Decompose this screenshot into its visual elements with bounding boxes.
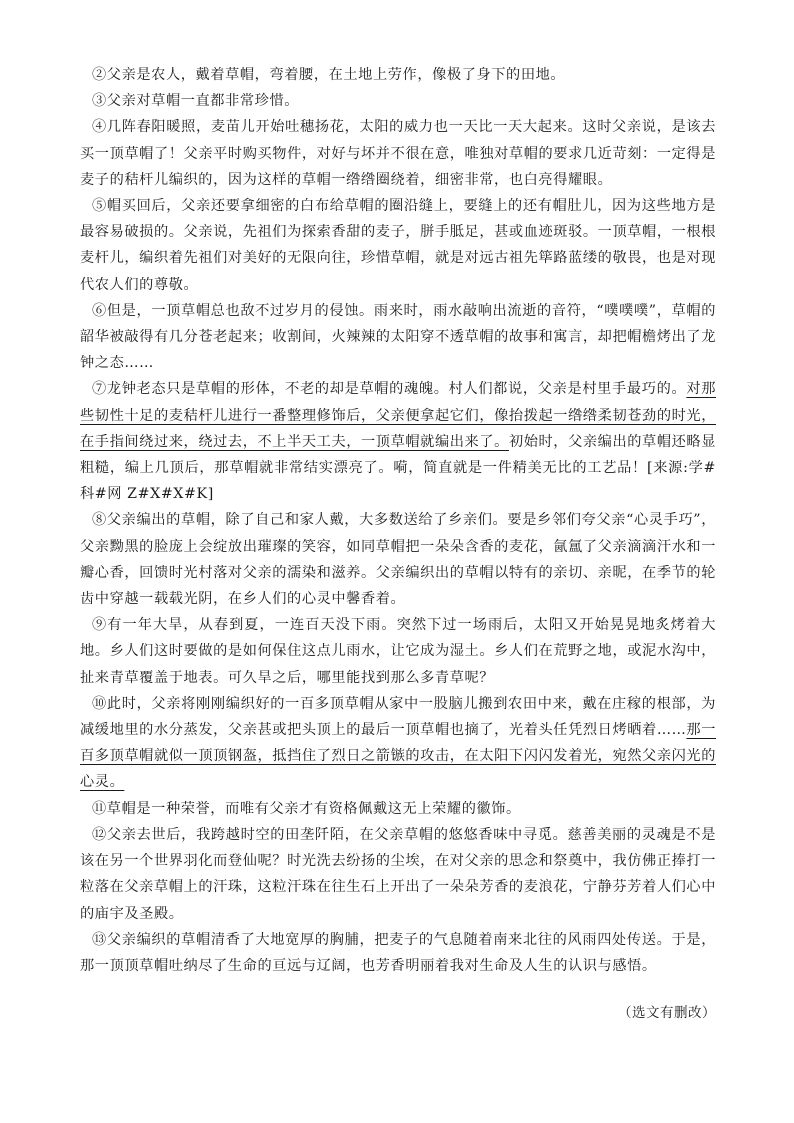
underlined-sentence: 对那些韧性十足的麦秸杆儿进行一番整理修饰后，父亲便拿起它们，像抬拨起一绺绺柔韧苍劲的时光，在手指间绕过来，绕过去，不上半天工夫，一顶草帽就编出来了。 (80, 381, 716, 450)
paragraph-10 (80, 691, 716, 796)
paragraph-text: ⑪草帽是一种荣誉，而唯有父亲才有资格佩戴这无上荣耀的徽饰。 (92, 800, 521, 817)
paragraph-11 (80, 796, 716, 822)
paragraph-7 (80, 376, 716, 507)
paragraph-text: ⑨有一年大旱，从春到夏，一连百天没下雨。突然下过一场雨后，太阳又开始晃晃地炙烤着大地。乡人们这时要做的是如何保住这点儿雨水，让它成为湿土。乡人们在荒野之地，或泥水沟中，扯来青草覆盖于地表。可久旱之后，哪里能找到那么多青草呢？ (80, 617, 716, 686)
paragraph-4 (80, 114, 716, 193)
paragraph-text: ⑬父亲编织的草帽清香了大地宽厚的胸脯，把麦子的气息随着南来北往的风雨四处传送。于是，那一顶顶草帽吐纳尽了生命的亘远与辽阔，也芳香明丽着我对生命及人生的认识与感悟。 (80, 931, 716, 974)
paragraph-text: ④几阵春阳暖照，麦苗儿开始吐穗扬花，太阳的威力也一天比一天大起来。这时父亲说，是该去买一顶草帽了！父亲平时购买物件，对好与坏并不很在意，唯独对草帽的要求几近苛刻：一定得是麦子的秸杆儿编织的，因为这样的草帽一绺绺圈绕着，细密非常，也白亮得耀眼。 (80, 119, 716, 188)
paragraph-3 (80, 88, 716, 114)
source-note: （选文有删改） (618, 1005, 716, 1021)
paragraph-text: ③父亲对草帽一直都非常珍惜。 (92, 93, 300, 110)
paragraph-text: ⑧父亲编出的草帽，除了自己和家人戴，大多数送给了乡亲们。要是乡邻们夸父亲“心灵手巧”，父亲黝黑的脸庞上会绽放出璀璨的笑容，如同草帽把一朵朵含香的麦花，氤氲了父亲滴滴汗水和一瓣心香，回馈时光村落对父亲的濡染和滋养。父亲编织出的草帽以特有的亲切、亲昵，在季节的轮齿中穿越一载载光阴，在乡人们的心灵中馨香着。 (80, 512, 716, 608)
paragraph-13 (80, 927, 716, 979)
paragraph-text: ⑤帽买回后，父亲还要拿细密的白布给草帽的圈沿缝上，要缝上的还有帽肚儿，因为这些地方是最容易破损的。父亲说，先祖们为探索香甜的麦子，胼手胝足，甚或血迹斑驳。一顶草帽，一根根麦杆儿，编织着先祖们对美好的无限向往，珍惜草帽，就是对远古祖先筚路蓝缕的敬畏，也是对现代农人们的尊敬。 (80, 198, 716, 293)
paragraph-2 (80, 62, 716, 88)
paragraph-9 (80, 612, 716, 691)
paragraph-8 (80, 507, 716, 612)
paragraph-text: ⑫父亲去世后，我跨越时空的田垄阡陌，在父亲草帽的悠悠香味中寻觅。慈善美丽的灵魂是不是该在另一个世界羽化而登仙呢？时光洗去纷扬的尘埃，在对父亲的思念和祭奠中，我仿佛正捧打一粒落在父亲草帽上的汗珠，这粒汗珠在往生石上开出了一朵朵芳香的麦浪花，宁静芬芳着人们心中的庙宇及圣殿。 (80, 826, 716, 922)
paragraph-text: ⑩此时，父亲将刚刚编织好的一百多顶草帽从家中一股脑儿搬到农田中来，戴在庄稼的根部，为减缓地里的水分蒸发，父亲甚或把头顶上的最后一顶草帽也摘了，光着头任凭烈日烤晒着…… (80, 695, 716, 739)
paragraph-5 (80, 193, 716, 298)
paragraph-text: ⑦龙钟老态只是草帽的形体，不老的却是草帽的魂魄。村人们都说，父亲是村里手最巧的。 (92, 381, 687, 398)
paragraph-6 (80, 298, 716, 377)
paragraph-text: ②父亲是农人，戴着草帽，弯着腰，在土地上劳作，像极了身下的田地。 (92, 67, 566, 83)
underlined-sentence: 那一百多顶草帽就似一顶顶钢盔，抵挡住了烈日之箭镞的攻击，在太阳下闪闪发着光，宛然父亲闪光的心灵。 (80, 722, 717, 791)
paragraph-12 (80, 822, 716, 927)
article-body (80, 62, 716, 979)
paragraph-text: ⑥但是，一顶草帽总也敌不过岁月的侵蚀。雨来时，雨水敲响出流逝的音符，“噗噗噗”，草帽的韶华被敲得有几分苍老起来；收割间，火辣辣的太阳穿不透草帽的故事和寓言，却把帽檐烤出了龙钟之态…… (80, 302, 716, 372)
paragraph-text: 初始时，父亲编出的草帽还略显粗糙，编上几顶后，那草帽就非常结实漂亮了。嗬，简直就是一件精美无比的工艺品！[来源:学#科#网 Z#X#X#K] (80, 433, 717, 503)
